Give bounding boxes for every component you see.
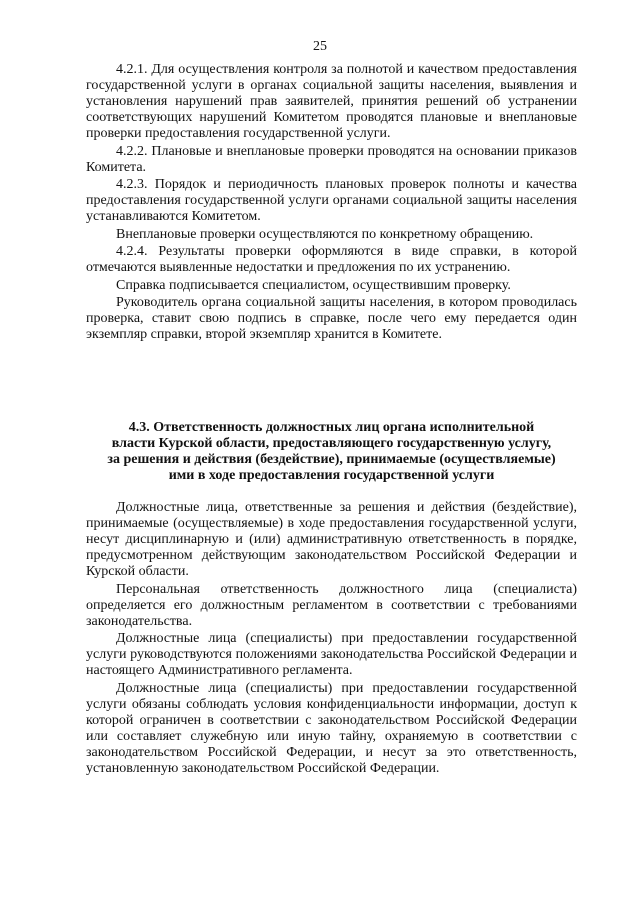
heading-line: 4.3. Ответственность должностных лиц органа исполнительной [128, 420, 535, 435]
paragraph-4-2-4: 4.2.4. Результаты проверки оформляются в виде справки, в которой отмечаются выявленные недостатки и предложения по их устранению. [86, 244, 577, 275]
paragraph-officials-responsibility: Должностные лица, ответственные за решения и действия (бездействие), принимаемые (осуществляемые) в ходе предоставления государственной услуги, несут дисциплинарную и (или) административную ответственность в порядке, предусмотренном действующим законодательством Российской Федерации и Курской области. [86, 500, 577, 579]
paragraph-personal-responsibility: Персональная ответственность должностного лица (специалиста) определяется его должностным регламентом в соответствии с требованиями законодательства. [86, 581, 577, 629]
paragraph-confidentiality: Должностные лица (специалисты) при предоставлении государственной услуги обязаны соблюдать условия конфиденциальности информации, доступ к которой ограничен в соответствии с законодательством Российской Федерации или составляет служебную или иную тайну, охраняемую в соответствии с законодательством Российской Федерации, и несут за это ответственность, установленную законодательством Российской Федерации. [86, 680, 577, 776]
section-4-2-body [86, 62, 577, 343]
section-4-3-heading [86, 420, 577, 484]
heading-line: за решения и действия (бездействие), принимаемые (осуществляемые) [107, 452, 556, 467]
paragraph-legislation-guidance: Должностные лица (специалисты) при предоставлении государственной услуги руководствуются положениями законодательства Российской Федерации и настоящего Административного регламента. [86, 631, 577, 678]
heading-line: ими в ходе предоставления государственной услуги [168, 468, 495, 483]
section-4-3-body [86, 500, 577, 777]
paragraph-unscheduled-checks: Внеплановые проверки осуществляются по конкретному обращению. [116, 226, 534, 242]
paragraph-4-2-3: 4.2.3. Порядок и периодичность плановых проверок полноты и качества предоставления государственной услуги органами социальной защиты населения устанавливаются Комитетом. [86, 177, 577, 224]
paragraph-4-2-1: 4.2.1. Для осуществления контроля за полнотой и качеством предоставления государственной услуги в органах социальной защиты населения, выявления и установления нарушений прав заявителей, принятия решений об устранении соответствующих нарушений Комитетом проводятся плановые и внеплановые проверки предоставления государственной услуги. [86, 62, 577, 141]
paragraph-4-2-2: 4.2.2. Плановые и внеплановые проверки проводятся на основании приказов Комитета. [86, 143, 577, 175]
page-number: 25 [313, 39, 327, 54]
paragraph-report-signing: Справка подписывается специалистом, осуществившим проверку. [116, 277, 511, 293]
heading-line: власти Курской области, предоставляющего государственную услугу, [111, 436, 552, 451]
paragraph-head-signature: Руководитель органа социальной защиты населения, в котором проводилась проверка, ставит свою подпись в справке, после чего ему передается один экземпляр справки, второй экземпляр хранится в Комитете. [86, 295, 577, 342]
